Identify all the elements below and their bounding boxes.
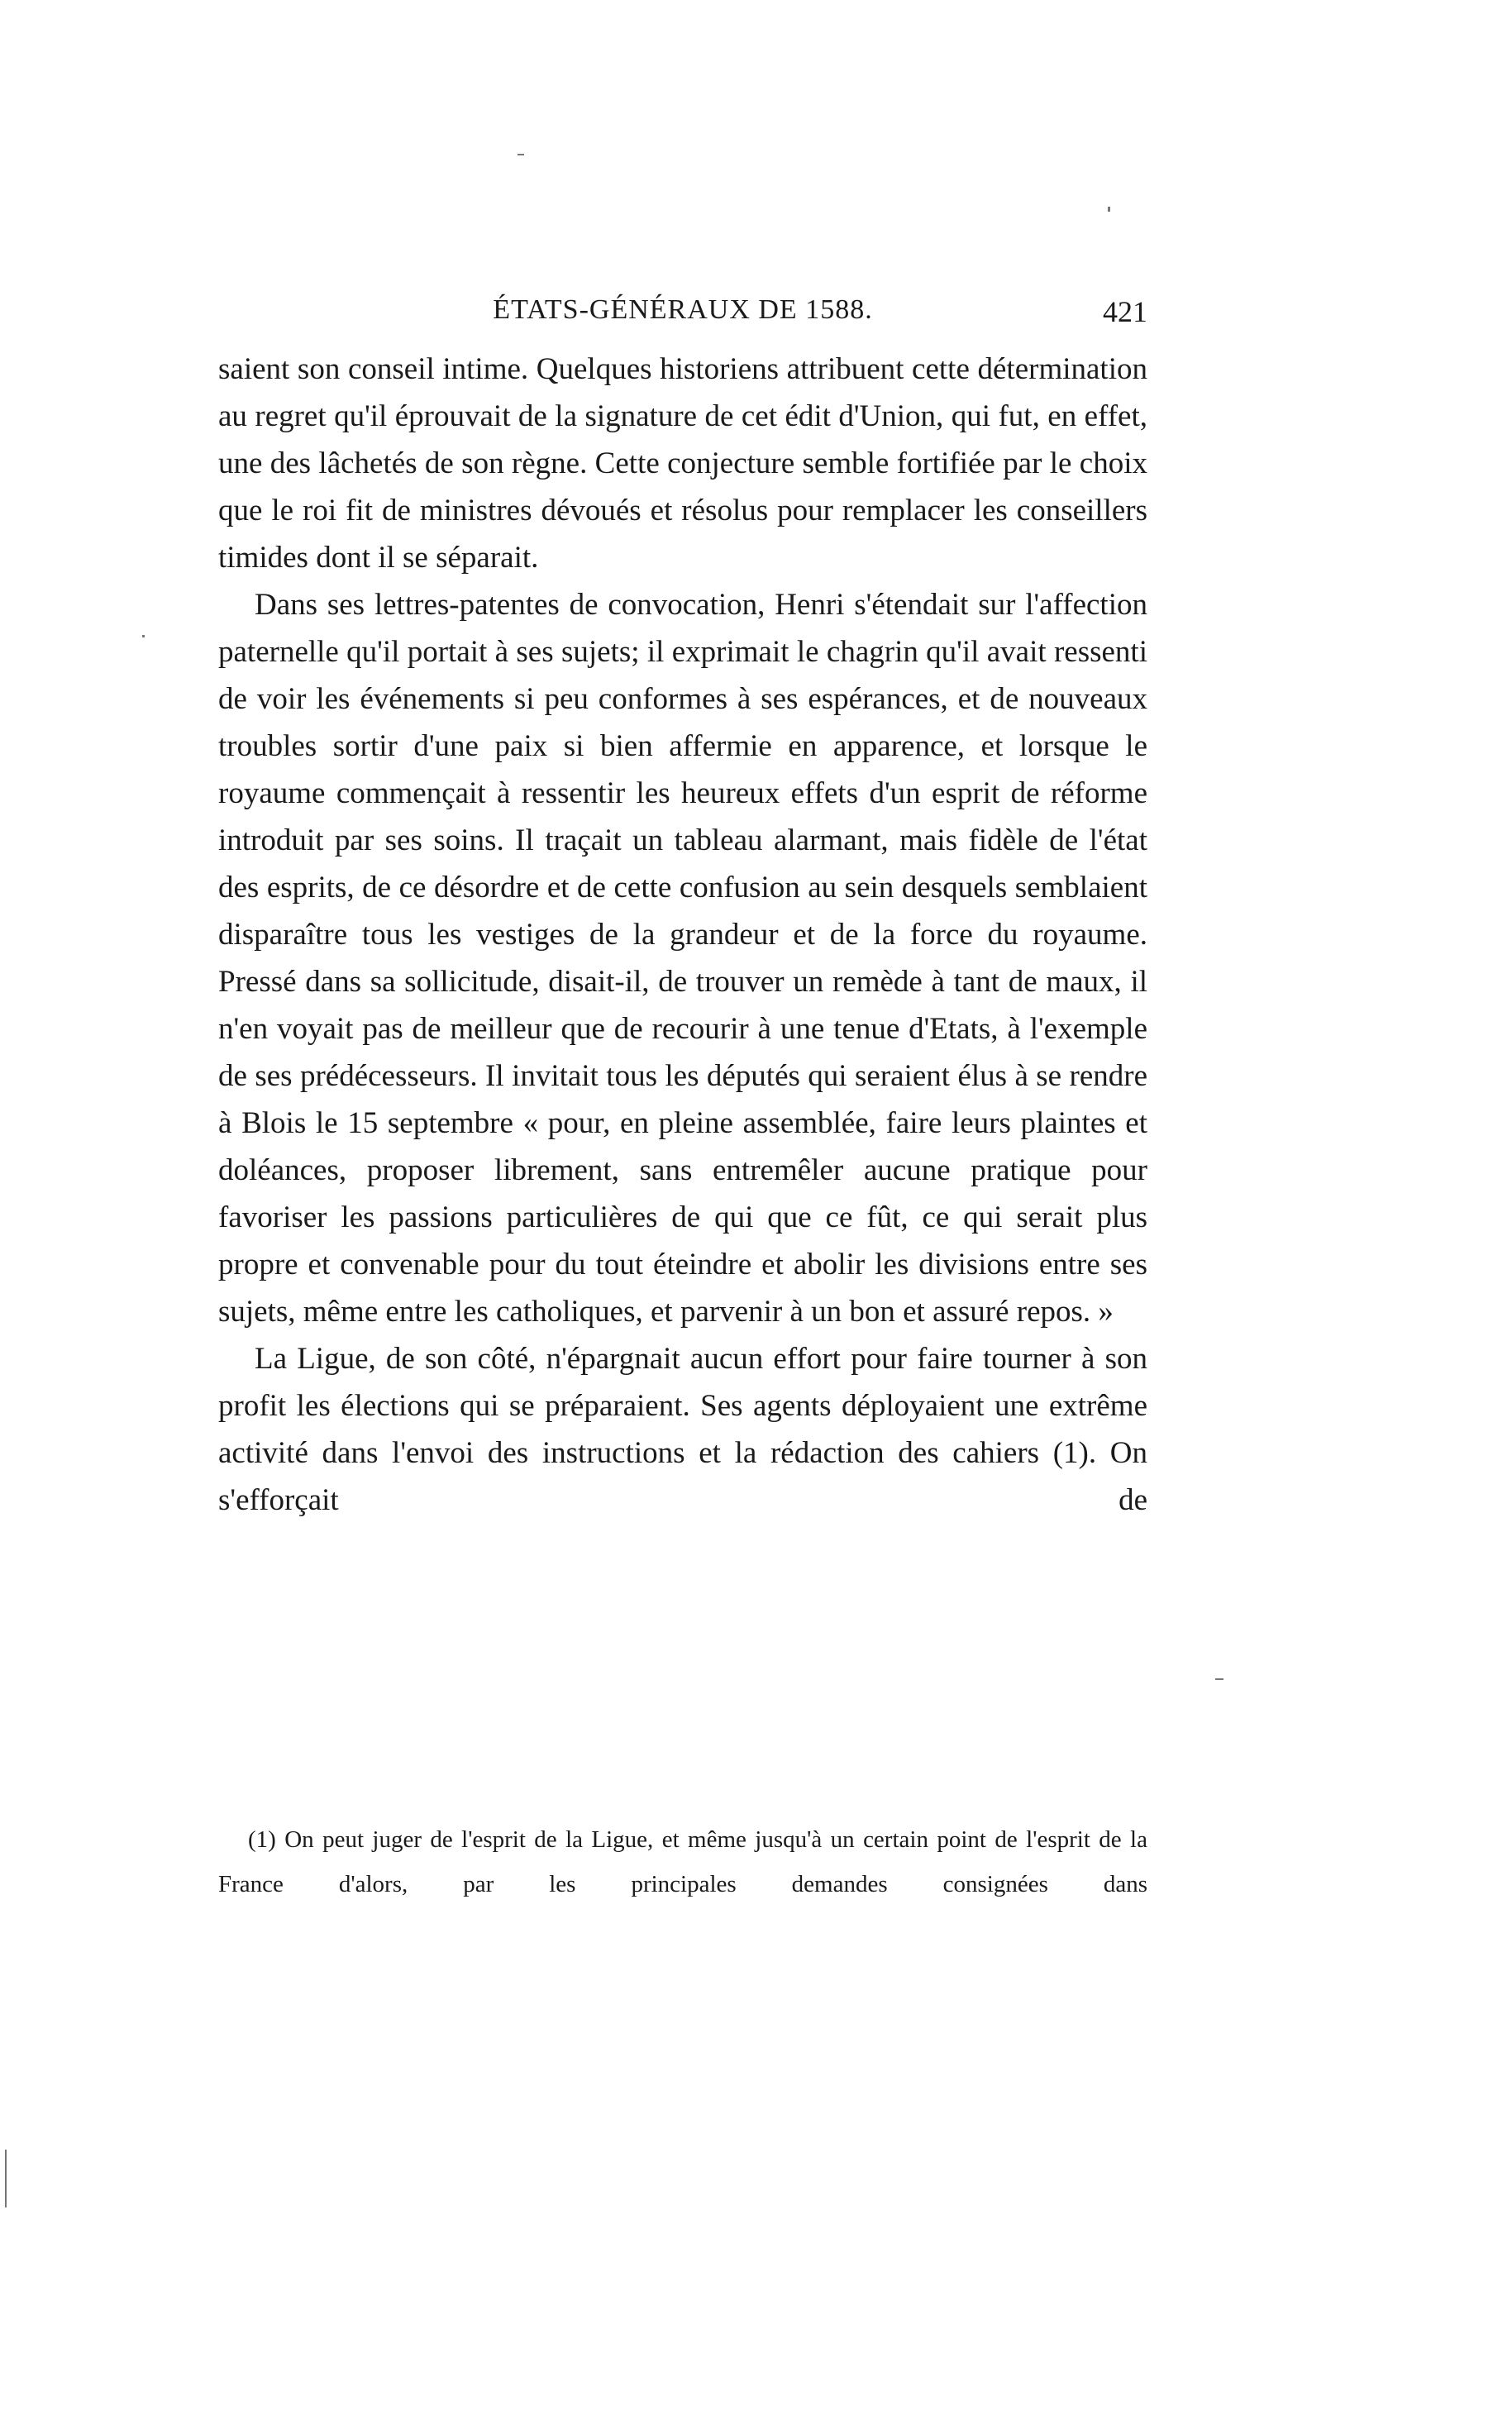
- page-number: 421: [1103, 295, 1147, 328]
- scan-speck: [1108, 207, 1110, 212]
- scan-speck: [142, 635, 145, 637]
- footnotes: [218, 1817, 1147, 1907]
- scan-speck: [1215, 1678, 1223, 1680]
- scan-edge-mark: [5, 2150, 7, 2207]
- scan-speck: [518, 154, 524, 155]
- body-text: [218, 346, 1147, 1524]
- paragraph-1: saient son conseil intime. Quelques historiens attribuent cette détermination au regret qu'il éprouvait de la signature de cet édit d'Union, qui fut, en effet, une des lâchetés de son règne. Cette conjecture semble fortifiée par le choix que le roi fit de ministres dévoués et résolus pour remplacer les conseillers timides dont il se séparait.: [218, 352, 1147, 575]
- running-head-title: ÉTATS-GÉNÉRAUX DE 1588.: [493, 294, 873, 325]
- footnote-1: (1) On peut juger de l'esprit de la Ligue, et même jusqu'à un certain point de l'esprit de la France d'alors, par les principales demandes consignées dans: [218, 1826, 1147, 1897]
- paragraph-2: Dans ses lettres-patentes de convocation, Henri s'étendait sur l'affection paternelle qu'il portait à ses sujets; il exprimait le chagrin qu'il avait ressenti de voir les événements si peu conformes à ses espérances, et de nouveaux troubles sortir d'une paix si bien affermie en apparence, et lorsque le royaume commençait à ressentir les heureux effets d'un esprit de réforme introduit par ses soins. Il traçait un tableau alarmant, mais fidèle de l'état des esprits, de ce désordre et de cette confusion au sein desquels semblaient disparaître tous les vestiges de la grandeur et de la force du royaume. Pressé dans sa sollicitude, disait-il, de trouver un remède à tant de maux, il n'en voyait pas de meilleur que de recourir à une tenue d'Etats, à l'exemple de ses prédécesseurs. Il invitait tous les députés qui seraient élus à se rendre à Blois le 15 septembre « pour, en pleine assemblée, faire leurs plaintes et doléances, proposer librement, sans entremêler aucune pratique pour favoriser les passions particulières de qui que ce fût, ce qui serait plus propre et convenable pour du tout éteindre et abolir les divisions entre ses sujets, même entre les catholiques, et parvenir à un bon et assuré repos. »: [218, 588, 1147, 1329]
- paragraph-3: La Ligue, de son côté, n'épargnait aucun effort pour faire tourner à son profit les élections qui se préparaient. Ses agents déployaient une extrême activité dans l'envoi des instructions et la rédaction des cahiers (1). On s'efforçait de: [218, 1342, 1147, 1517]
- running-head: [218, 294, 1147, 336]
